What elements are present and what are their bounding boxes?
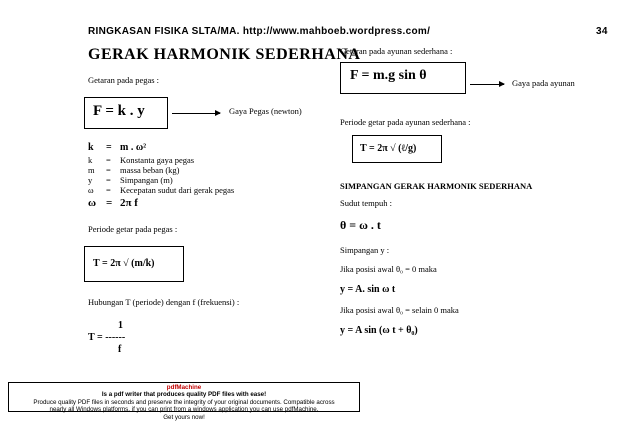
pendulum-label: Getaran pada ayunan sederhana : [340, 46, 453, 56]
k-formula-lhs: k [88, 142, 94, 153]
simpangan-section-title: SIMPANGAN GERAK HARMONIK SEDERHANA [340, 181, 533, 191]
def-desc: Konstanta gaya pegas [120, 155, 195, 165]
omega-lhs: ω [88, 197, 97, 209]
period-pendulum-label: Periode getar pada ayunan sederhana : [340, 117, 471, 127]
def-eq: = [106, 185, 111, 195]
omega-eq: = [106, 197, 113, 209]
relation-denominator: f [118, 344, 122, 355]
arrow-icon [172, 113, 220, 114]
banner-line-2: nearly all Windows platforms, if you can print from a windows application you can use pdfMachine. [49, 406, 319, 414]
banner-line-3: Get yours now! [163, 413, 205, 421]
formula-1: y = A. sin ω t [340, 284, 396, 295]
k-formula-rhs: m . ω² [120, 142, 147, 153]
def-symbol: m [88, 165, 95, 175]
def-symbol: ω [88, 185, 94, 195]
definition-row [88, 185, 234, 195]
def-eq: = [106, 155, 111, 165]
definition-row [88, 175, 234, 185]
definitions-list [88, 155, 234, 195]
section-title-ghs: GERAK HARMONIK SEDERHANA [88, 46, 361, 63]
displacement-label: Simpangan y : [340, 245, 390, 255]
spring-formula: F = k . y [93, 103, 145, 119]
period-spring-label: Periode getar pada pegas : [88, 224, 178, 234]
definition-row [88, 165, 234, 175]
spring-label: Getaran pada pegas : [88, 75, 160, 85]
brand-name: pdfMachine [166, 384, 202, 391]
def-eq: = [106, 165, 111, 175]
condition-1: Jika posisi awal θ₀ = 0 maka [340, 264, 437, 274]
k-formula-eq: = [106, 142, 112, 153]
def-desc: massa beban (kg) [120, 165, 180, 175]
pdfmachine-banner[interactable] [8, 382, 360, 421]
def-desc: Kecepatan sudut dari gerak pegas [120, 185, 235, 195]
relation-numerator: 1 [118, 320, 123, 331]
period-spring-formula: T = 2π √ (m/k) [93, 258, 155, 269]
brand-slogan: Is a pdf writer that produces quality PDF files with ease! [101, 391, 267, 399]
arrow-icon [470, 84, 504, 85]
formula-2: y = A sin (ω t + θ₀) [340, 325, 418, 336]
definition-row [88, 155, 234, 165]
pendulum-annotation: Gaya pada ayunan [512, 78, 575, 88]
def-symbol: k [88, 155, 93, 165]
relation-formula: T = ------ [88, 332, 126, 343]
banner-line-1: Produce quality PDF files in seconds and preserve the integrity of your original documents. Compatible across [33, 398, 335, 406]
condition-2: Jika posisi awal θ₀ = selain 0 maka [340, 305, 459, 315]
pendulum-formula: F = m.g sin θ [350, 68, 427, 83]
angle-formula: θ = ω . t [340, 218, 381, 232]
def-eq: = [106, 175, 111, 185]
angle-label: Sudut tempuh : [340, 198, 392, 208]
relation-label: Hubungan T (periode) dengan f (frekuensi) : [88, 297, 240, 307]
page-header: RINGKASAN FISIKA SLTA/MA. http://www.mahboeb.wordpress.com/ [88, 26, 431, 37]
def-symbol: y [88, 175, 93, 185]
def-desc: Simpangan (m) [120, 175, 173, 185]
period-pendulum-formula: T = 2π √ (ℓ/g) [360, 143, 417, 154]
spring-annotation: Gaya Pegas (newton) [229, 106, 302, 116]
omega-rhs: 2π f [120, 197, 138, 209]
page-number: 34 [596, 26, 608, 37]
